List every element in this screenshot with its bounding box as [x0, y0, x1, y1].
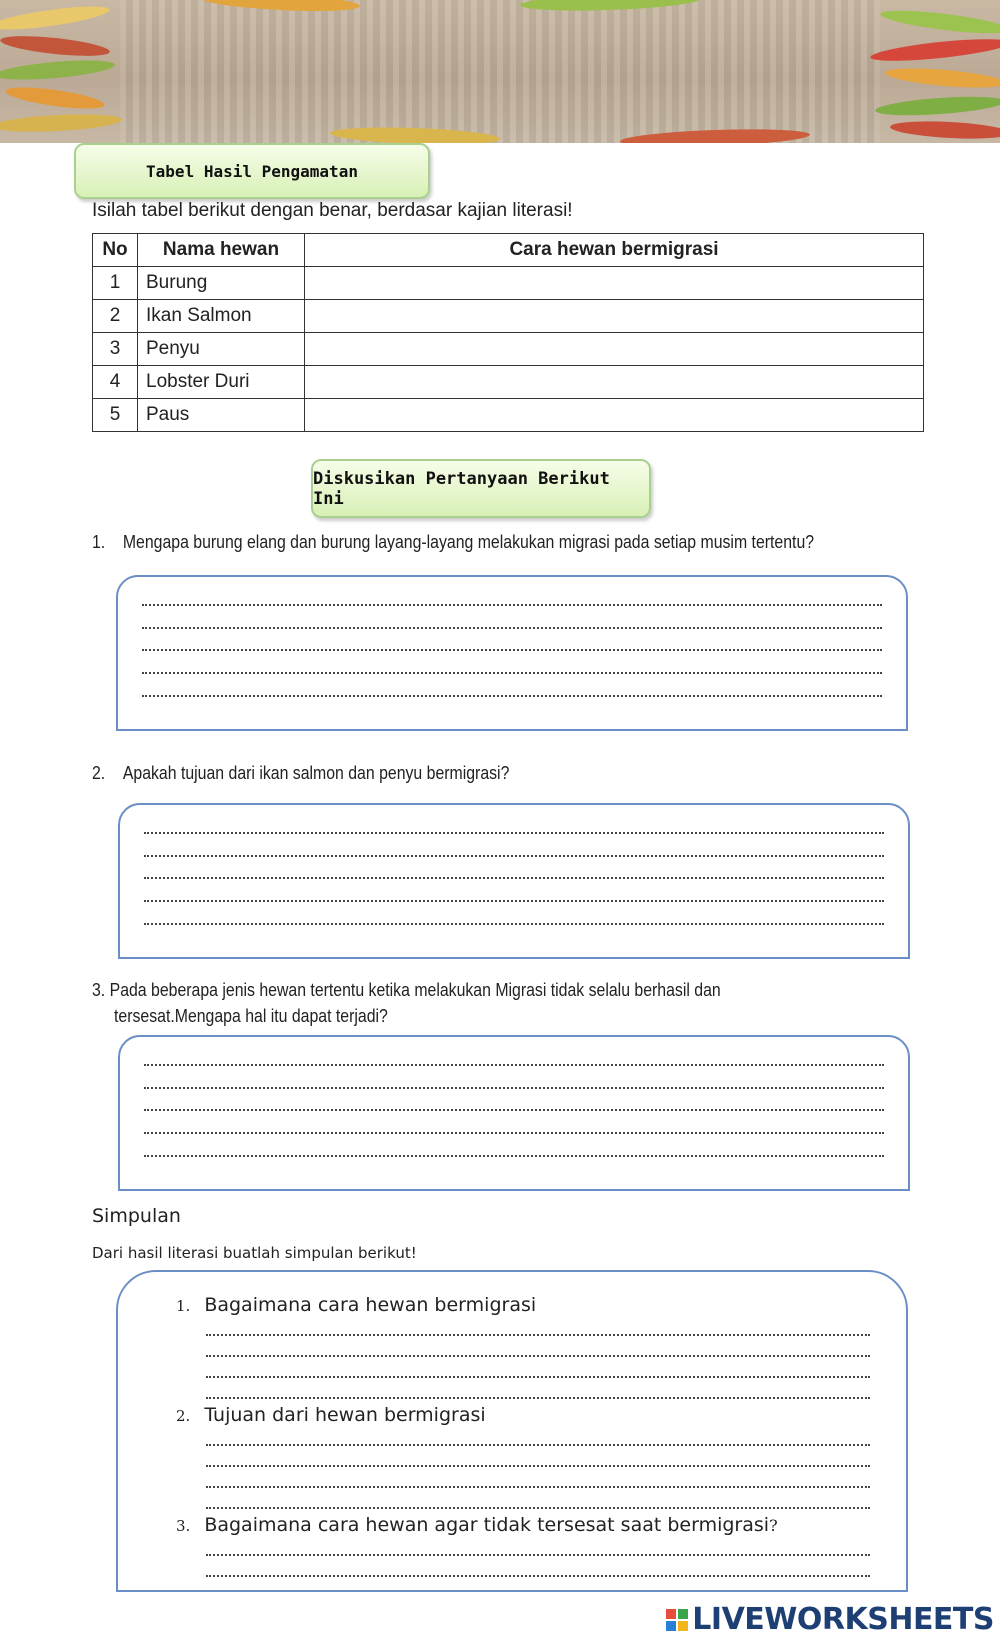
animal-name: Ikan Salmon [138, 300, 305, 333]
column-header: Nama hewan [138, 234, 305, 267]
row-number: 2 [93, 300, 138, 333]
table-instruction: Isilah tabel berikut dengan benar, berdasar kajian literasi! [92, 200, 573, 221]
question-1 [92, 532, 814, 553]
question-text-line1: Pada beberapa jenis hewan tertentu ketika melakukan Migrasi tidak selalu berhasil dan [109, 980, 721, 1000]
leaf-decoration [4, 83, 105, 113]
table-row [93, 300, 924, 333]
animal-name: Paus [138, 399, 305, 432]
leaf-decoration [880, 6, 1000, 38]
item-text: Tujuan dari hewan bermigrasi [204, 1404, 486, 1426]
brand-name: LIVEWORKSHEETS [692, 1602, 994, 1637]
answer-line [142, 672, 882, 674]
leaf-decoration [870, 35, 1000, 66]
answer-box-3[interactable] [118, 1035, 910, 1191]
answer-line [206, 1376, 870, 1378]
question-3 [92, 980, 721, 1001]
answer-line [144, 1087, 884, 1089]
answer-line [142, 627, 882, 629]
answer-line [206, 1554, 870, 1556]
leaf-decoration [0, 32, 111, 59]
answer-line [206, 1507, 870, 1509]
conclusion-title: Simpulan [92, 1205, 181, 1227]
answer-line [144, 1132, 884, 1134]
row-number: 3 [93, 333, 138, 366]
answer-cell[interactable] [305, 333, 924, 366]
answer-line [144, 877, 884, 879]
item-number: 1. [176, 1297, 191, 1315]
question-number: 3. [92, 980, 106, 1000]
section-title: Tabel Hasil Pengamatan [146, 161, 358, 181]
table-row [93, 399, 924, 432]
table-row [93, 333, 924, 366]
column-header: No [93, 234, 138, 267]
animal-name: Penyu [138, 333, 305, 366]
answer-line [206, 1575, 870, 1577]
question-3-line2: tersesat.Mengapa hal itu dapat terjadi? [114, 1006, 388, 1026]
question-text: Apakah tujuan dari ikan salmon dan penyu bermigrasi? [122, 763, 510, 783]
item-number: 3. [176, 1517, 191, 1535]
answer-line [144, 855, 884, 857]
answer-cell[interactable] [305, 267, 924, 300]
conclusion-item-2 [176, 1404, 486, 1426]
leaf-decoration [0, 57, 115, 83]
wood-background [120, 0, 880, 143]
table-row [93, 267, 924, 300]
row-number: 5 [93, 399, 138, 432]
observation-table [92, 233, 924, 432]
conclusion-instruction: Dari hasil literasi buatlah simpulan berikut! [92, 1244, 417, 1262]
logo-icon [666, 1609, 688, 1631]
answer-line [206, 1334, 870, 1336]
autumn-leaves-banner [0, 0, 1000, 143]
item-text: Bagaimana cara hewan agar tidak tersesat saat bermigrasi [204, 1514, 770, 1536]
answer-cell[interactable] [305, 399, 924, 432]
answer-line [144, 900, 884, 902]
question-text: Mengapa burung elang dan burung layang-layang melakukan migrasi pada setiap musim tertentu? [122, 532, 815, 552]
leaf-decoration [890, 119, 1000, 141]
answer-cell[interactable] [305, 300, 924, 333]
row-number: 4 [93, 366, 138, 399]
answer-line [206, 1355, 870, 1357]
column-header: Cara hewan bermigrasi [305, 234, 924, 267]
item-suffix: ? [769, 1516, 778, 1535]
animal-name: Lobster Duri [138, 366, 305, 399]
answer-line [206, 1397, 870, 1399]
answer-cell[interactable] [305, 366, 924, 399]
answer-line [206, 1486, 870, 1488]
leaf-decoration [875, 93, 1000, 118]
discussion-title-box [311, 459, 651, 518]
item-number: 2. [176, 1407, 191, 1425]
leaf-decoration [885, 65, 1000, 91]
question-number: 1. [92, 532, 106, 552]
conclusion-item-3 [176, 1514, 778, 1536]
conclusion-item-1 [176, 1294, 536, 1316]
discussion-title: Diskusikan Pertanyaan Berikut Ini [313, 468, 610, 509]
item-text: Bagaimana cara hewan bermigrasi [204, 1294, 537, 1316]
row-number: 1 [93, 267, 138, 300]
section-title-box [74, 143, 430, 199]
question-2 [92, 763, 509, 784]
animal-name: Burung [138, 267, 305, 300]
answer-line [142, 695, 882, 697]
answer-line [206, 1465, 870, 1467]
leaf-decoration [0, 2, 111, 35]
answer-box-2[interactable] [118, 803, 910, 959]
answer-line [144, 1064, 884, 1066]
answer-line [144, 1155, 884, 1157]
answer-line [206, 1444, 870, 1446]
liveworksheets-logo [666, 1602, 994, 1637]
answer-line [144, 832, 884, 834]
answer-box-1[interactable] [116, 575, 908, 731]
answer-line [144, 1109, 884, 1111]
table-header-row [93, 234, 924, 267]
conclusion-box[interactable] [116, 1270, 908, 1592]
answer-line [144, 923, 884, 925]
leaf-decoration [0, 112, 122, 135]
answer-line [142, 604, 882, 606]
question-number: 2. [92, 763, 106, 783]
table-row [93, 366, 924, 399]
answer-line [142, 649, 882, 651]
